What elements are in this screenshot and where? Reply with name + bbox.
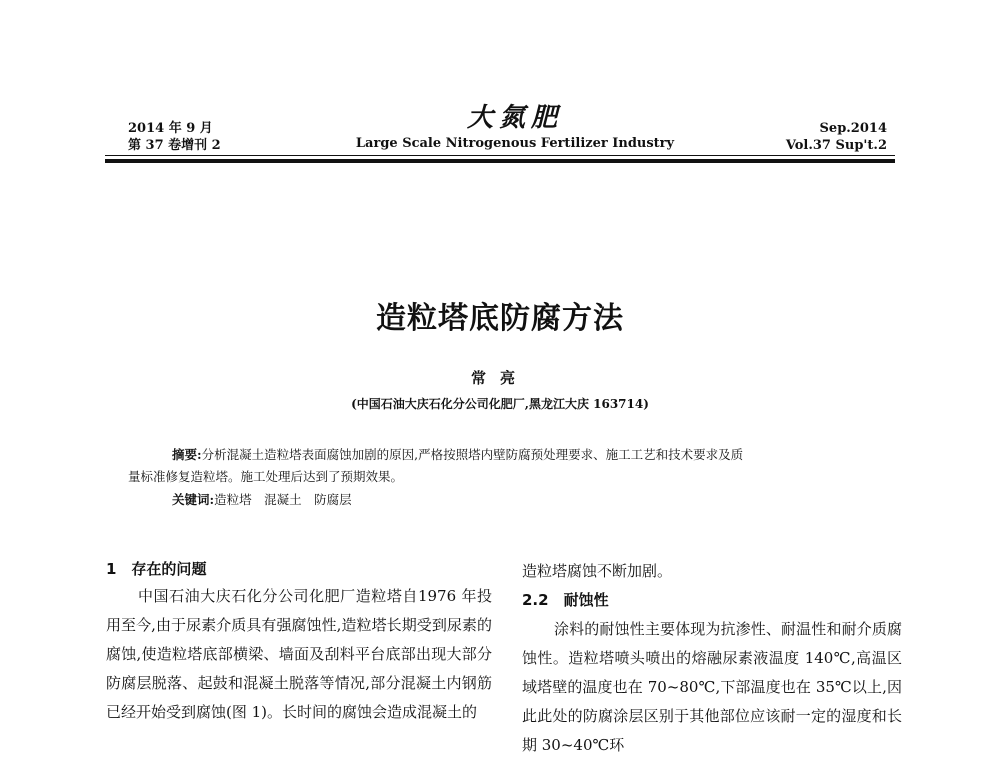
keywords-text: 造粒塔 混凝土 防腐层 [214, 492, 352, 507]
journal-logo: 大氮肥 [466, 103, 563, 133]
issue-info [128, 120, 221, 154]
header-rule-thick [105, 159, 895, 163]
issue-volume: 第 37 卷增刊 2 [128, 138, 221, 153]
journal-masthead [350, 103, 680, 152]
section-2-2-heading: 2.2 耐蚀性 [522, 591, 609, 609]
keywords-label: 关键词: [172, 492, 215, 507]
issue-date-english: Sep.2014 [819, 121, 887, 136]
journal-english-title: Large Scale Nitrogenous Fertilizer Industry [355, 136, 675, 151]
section-2-2-paragraph: 涂料的耐蚀性主要体现为抗渗性、耐温性和耐介质腐蚀性。造粒塔喷头喷出的熔融尿素液温度 140℃,高温区域塔壁的温度也在 70~80℃,下部温度也在 35℃以上,因此此处的防腐涂层区别于其他部位应该耐一定的湿度和长期 30~40℃环 [522, 620, 902, 754]
section-1-heading: 1 存在的问题 [106, 560, 207, 578]
section-1-paragraph: 中国石油大庆石化分公司化肥厂造粒塔自1976 年投用至今,由于尿素介质具有强腐蚀性,造粒塔长期受到尿素的腐蚀,使造粒塔底部横梁、墙面及刮料平台底部出现大部分防腐层脱落、起鼓和混凝土脱落等情况,部分混凝土内钢筋已经开始受到腐蚀(图 1)。长时间的腐蚀会造成混凝土的 [106, 587, 492, 721]
author-name: 常亮 [470, 369, 529, 387]
issue-info-english [786, 120, 887, 154]
abstract-label: 摘要: [172, 447, 202, 462]
left-column [106, 582, 492, 727]
issue-date: 2014 年 9 月 [128, 121, 213, 136]
article-title: 造粒塔底防腐方法 [376, 301, 624, 336]
author-affiliation: (中国石油大庆石化分公司化肥厂,黑龙江大庆 163714) [351, 397, 649, 411]
abstract [128, 444, 874, 488]
issue-volume-english: Vol.37 Sup't.2 [785, 138, 887, 153]
abstract-text-1: 分析混凝土造粒塔表面腐蚀加剧的原因,严格按照塔内壁防腐预处理要求、施工工艺和技术要求及质 [201, 447, 744, 462]
right-column [522, 557, 902, 760]
keywords [172, 490, 352, 510]
abstract-text-2: 量标准修复造粒塔。施工处理后达到了预期效果。 [128, 469, 404, 484]
header-rule-thin [105, 155, 895, 156]
right-column-first-line: 造粒塔腐蚀不断加剧。 [522, 562, 673, 580]
